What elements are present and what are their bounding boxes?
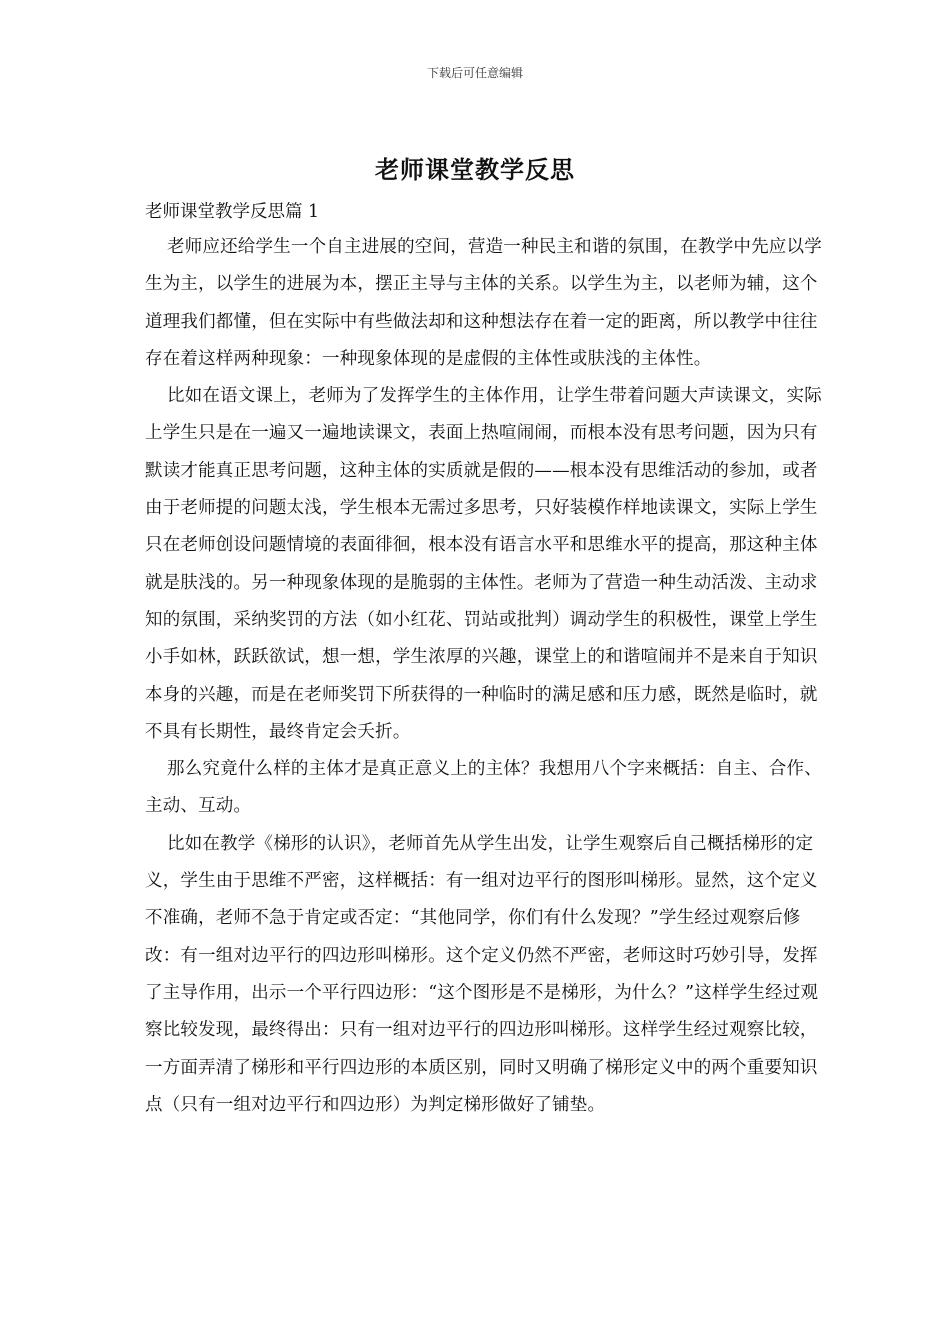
paragraph-4: 比如在教学《梯形的认识》，老师首先从学生出发，让学生观察后自己概括梯形的定义，学生由于思维不严密，这样概括：有一组对边平行的图形叫梯形。显然，这个定义不准确，老师不急于肯定或否定：“其他同学，你们有什么发现？”学生经过观察后修改：有一组对边平行的四边形叫梯形。这个定义仍然不严密，老师这时巧妙引导，发挥了主导作用，出示一个平行四边形：“这个图形是不是梯形，为什么？”这样学生经过观察比较发现，最终得出：只有一组对边平行的四边形叫梯形。这样学生经过观察比较，一方面弄清了梯形和平行四边形的本质区别，同时又明确了梯形定义中的两个重要知识点（只有一组对边平行和四边形）为判定梯形做好了铺垫。 — [145, 833, 819, 1115]
document-body — [145, 198, 825, 1124]
section-heading: 老师课堂教学反思篇 1 — [145, 202, 320, 222]
paragraph-3: 那么究竟什么样的主体才是真正意义上的主体？我想用八个字来概括：自主、合作、主动、互动。 — [145, 759, 822, 817]
paragraph-2: 比如在语文课上，老师为了发挥学生的主体作用，让学生带着问题大声读课文，实际上学生只是在一遍又一遍地读课文，表面上热喧闹闹，而根本没有思考问题，因为只有默读才能真正思考问题，这种主体的实质就是假的——根本没有思维活动的参加，或者由于老师提的问题太浅，学生根本无需过多思考，只好装模作样地读课文，实际上学生只在老师创设问题情境的表面徘徊，根本没有语言水平和思维水平的提高，那这种主体就是肤浅的。另一种现象体现的是脆弱的主体性。老师为了营造一种生动活泼、主动求知的氛围，采纳奖罚的方法（如小红花、罚站或批判）调动学生的积极性，课堂上学生小手如林，跃跃欲试，想一想，学生浓厚的兴趣，课堂上的和谐喧闹并不是来自于知识本身的兴趣，而是在老师奖罚下所获得的一种临时的满足感和压力感，既然是临时，就不具有长期性，最终肯定会夭折。 — [145, 386, 822, 742]
document-title: 老师课堂教学反思 — [375, 155, 575, 184]
paragraph-1: 老师应还给学生一个自主进展的空间，营造一种民主和谐的氛围，在教学中先应以学生为主，以学生的进展为本，摆正主导与主体的关系。以学生为主，以老师为辅，这个道理我们都懂，但在实际中有些做法却和这种想法存在着一定的距离，所以教学中往往存在着这样两种现象：一种现象体现的是虚假的主体性或肤浅的主体性。 — [145, 237, 822, 369]
page-header-note: 下载后可任意编辑 — [426, 66, 523, 80]
